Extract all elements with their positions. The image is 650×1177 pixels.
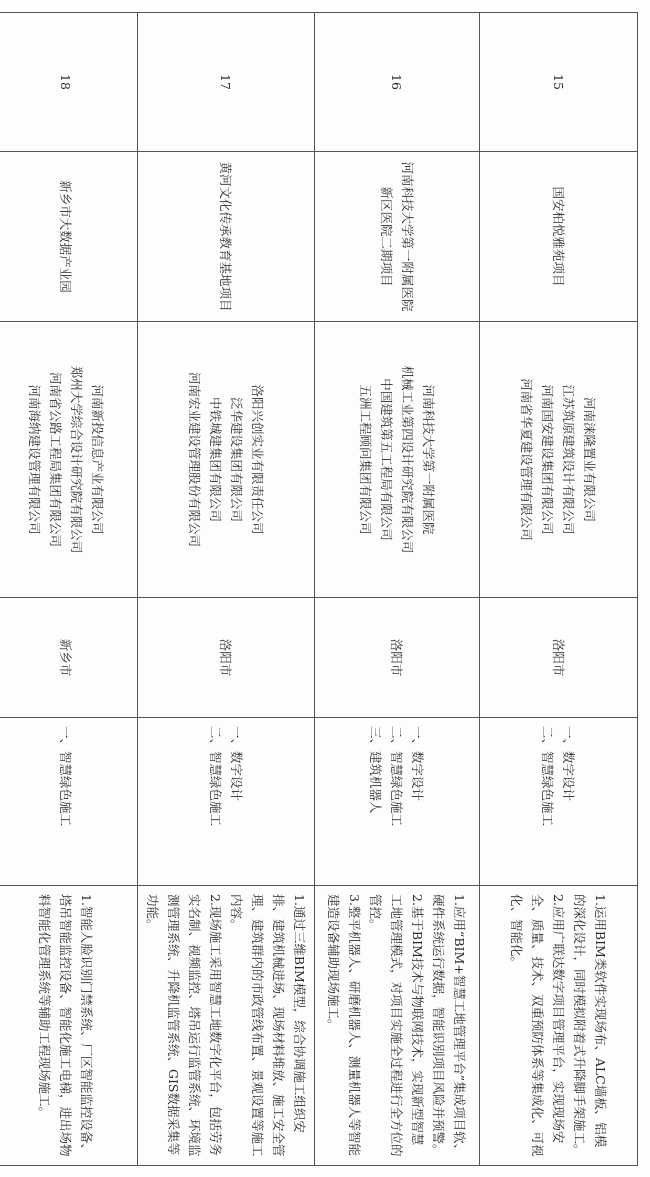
- city: 新乡市: [0, 598, 138, 718]
- content-item: 1.智能人脸识别门禁系统、厂区智能监控设备、塔吊智能监控设备、智能化施工电梯，进出场物料智能化管理系统等辅助工程现场施工。: [37, 894, 95, 1157]
- participating-units: [138, 322, 315, 598]
- application-content: [0, 886, 138, 1166]
- project-name: 黄河文化传承教育基地项目: [138, 152, 315, 322]
- city: 洛阳市: [138, 598, 315, 718]
- application-types: [315, 718, 480, 886]
- content-item: 2.现场施工采用智慧工地数字化平台，包括劳务实名制、视频监控、塔吊运行监管系统、环境监测管理系统、升降机监管系统、GIS数据采集等功能。: [145, 894, 223, 1157]
- unit-name: 中铁城建集团有限公司: [208, 396, 223, 522]
- unit-name: 中国建筑第五工程局有限公司: [379, 378, 394, 541]
- unit-name: 泛华建设集团有限公司: [229, 396, 244, 522]
- content-item: 1.通过三维BIM模型，综合协调施工组织安排、建筑机械进场、现场材料堆放、施工安全管理、建筑群内的市政管线布置、景观设置等施工内容。: [229, 894, 307, 1157]
- table-row: [0, 13, 138, 1166]
- table-row: [138, 13, 315, 1166]
- unit-name: 河南宏业建设管理股份有限公司: [187, 371, 202, 547]
- unit-name: 河南国安建设集团有限公司: [540, 384, 556, 535]
- application-type: 二、智慧绿色施工: [208, 726, 223, 827]
- row-number: 17: [138, 13, 315, 152]
- participating-units: [315, 322, 480, 598]
- unit-name: 河南涞隆置业有限公司: [582, 396, 598, 522]
- application-content: [315, 886, 480, 1166]
- unit-name: 五洲工程顾问集团有限公司: [358, 384, 373, 535]
- application-types: [138, 718, 315, 886]
- application-type: 二、智慧绿色施工: [389, 726, 405, 827]
- application-type: 三、建筑机器人: [368, 726, 384, 814]
- application-content: [138, 886, 315, 1166]
- unit-name: 机械工业第四设计研究院有限公司: [400, 365, 415, 554]
- project-name: 河南科技大学第一附属医院新区医院二期项目: [315, 152, 480, 322]
- row-number: 18: [0, 13, 138, 152]
- content-item: 2.基于BIM技术与物联网技术，实现新型智慧工地管理模式，对项目实施全过程进行全方位的管控。: [368, 894, 426, 1157]
- unit-name: 河南海纳建设管理有限公司: [27, 384, 42, 535]
- project-name: 国安柏悦雅苑项目: [480, 152, 638, 322]
- application-type: 一、数字设计: [229, 726, 244, 802]
- content-item: 1.运用BIM类软件实现场布、ALC墙板、铝模的深化设计，同时模拟附着式升降脚手架施工。: [572, 894, 608, 1157]
- application-type: 一、智慧绿色施工: [58, 726, 74, 827]
- table-row: [480, 13, 638, 1166]
- unit-name: 河南新投信息产业有限公司: [90, 384, 105, 535]
- city: 洛阳市: [480, 598, 638, 718]
- unit-name: 江苏筑原建筑设计有限公司: [561, 384, 577, 535]
- unit-name: 河南省华夏建设管理有限公司: [519, 378, 535, 541]
- content-item: 3.整平机器人、研磨机器人、测量机器人等智能建造设备辅助现场施工。: [326, 894, 363, 1156]
- row-number: 15: [480, 13, 638, 152]
- table-row: [315, 13, 480, 1166]
- application-type: 一、数字设计: [410, 726, 426, 802]
- unit-name: 河南科技大学第一附属医院: [421, 384, 436, 535]
- unit-name: 郑州大学综合设计研究院有限公司: [69, 365, 84, 554]
- row-number: 16: [315, 13, 480, 152]
- application-types: [480, 718, 638, 886]
- content-item: 1.应用“BIM+智慧工地管理平台”集成项目软、硬件系统运行数据，智能识别项目风险并预警。: [431, 894, 468, 1157]
- project-name: 新乡市大数据产业园: [0, 152, 138, 322]
- project-table: [0, 12, 638, 1166]
- participating-units: [480, 322, 638, 598]
- participating-units: [0, 322, 138, 598]
- city: 洛阳市: [315, 598, 480, 718]
- application-type: 一、数字设计: [561, 726, 577, 802]
- content-item: 2.应用广联达数字项目管理平台，实现现场安全、质量、技术、双重预防体系等集成化、可视化、智能化。: [509, 894, 566, 1157]
- unit-name: 河南省公路工程局集团有限公司: [48, 371, 63, 547]
- application-content: [480, 886, 638, 1166]
- application-type: 二、智慧绿色施工: [540, 726, 556, 827]
- unit-name: 洛阳兴创实业有限责任公司: [250, 384, 265, 535]
- application-types: [0, 718, 138, 886]
